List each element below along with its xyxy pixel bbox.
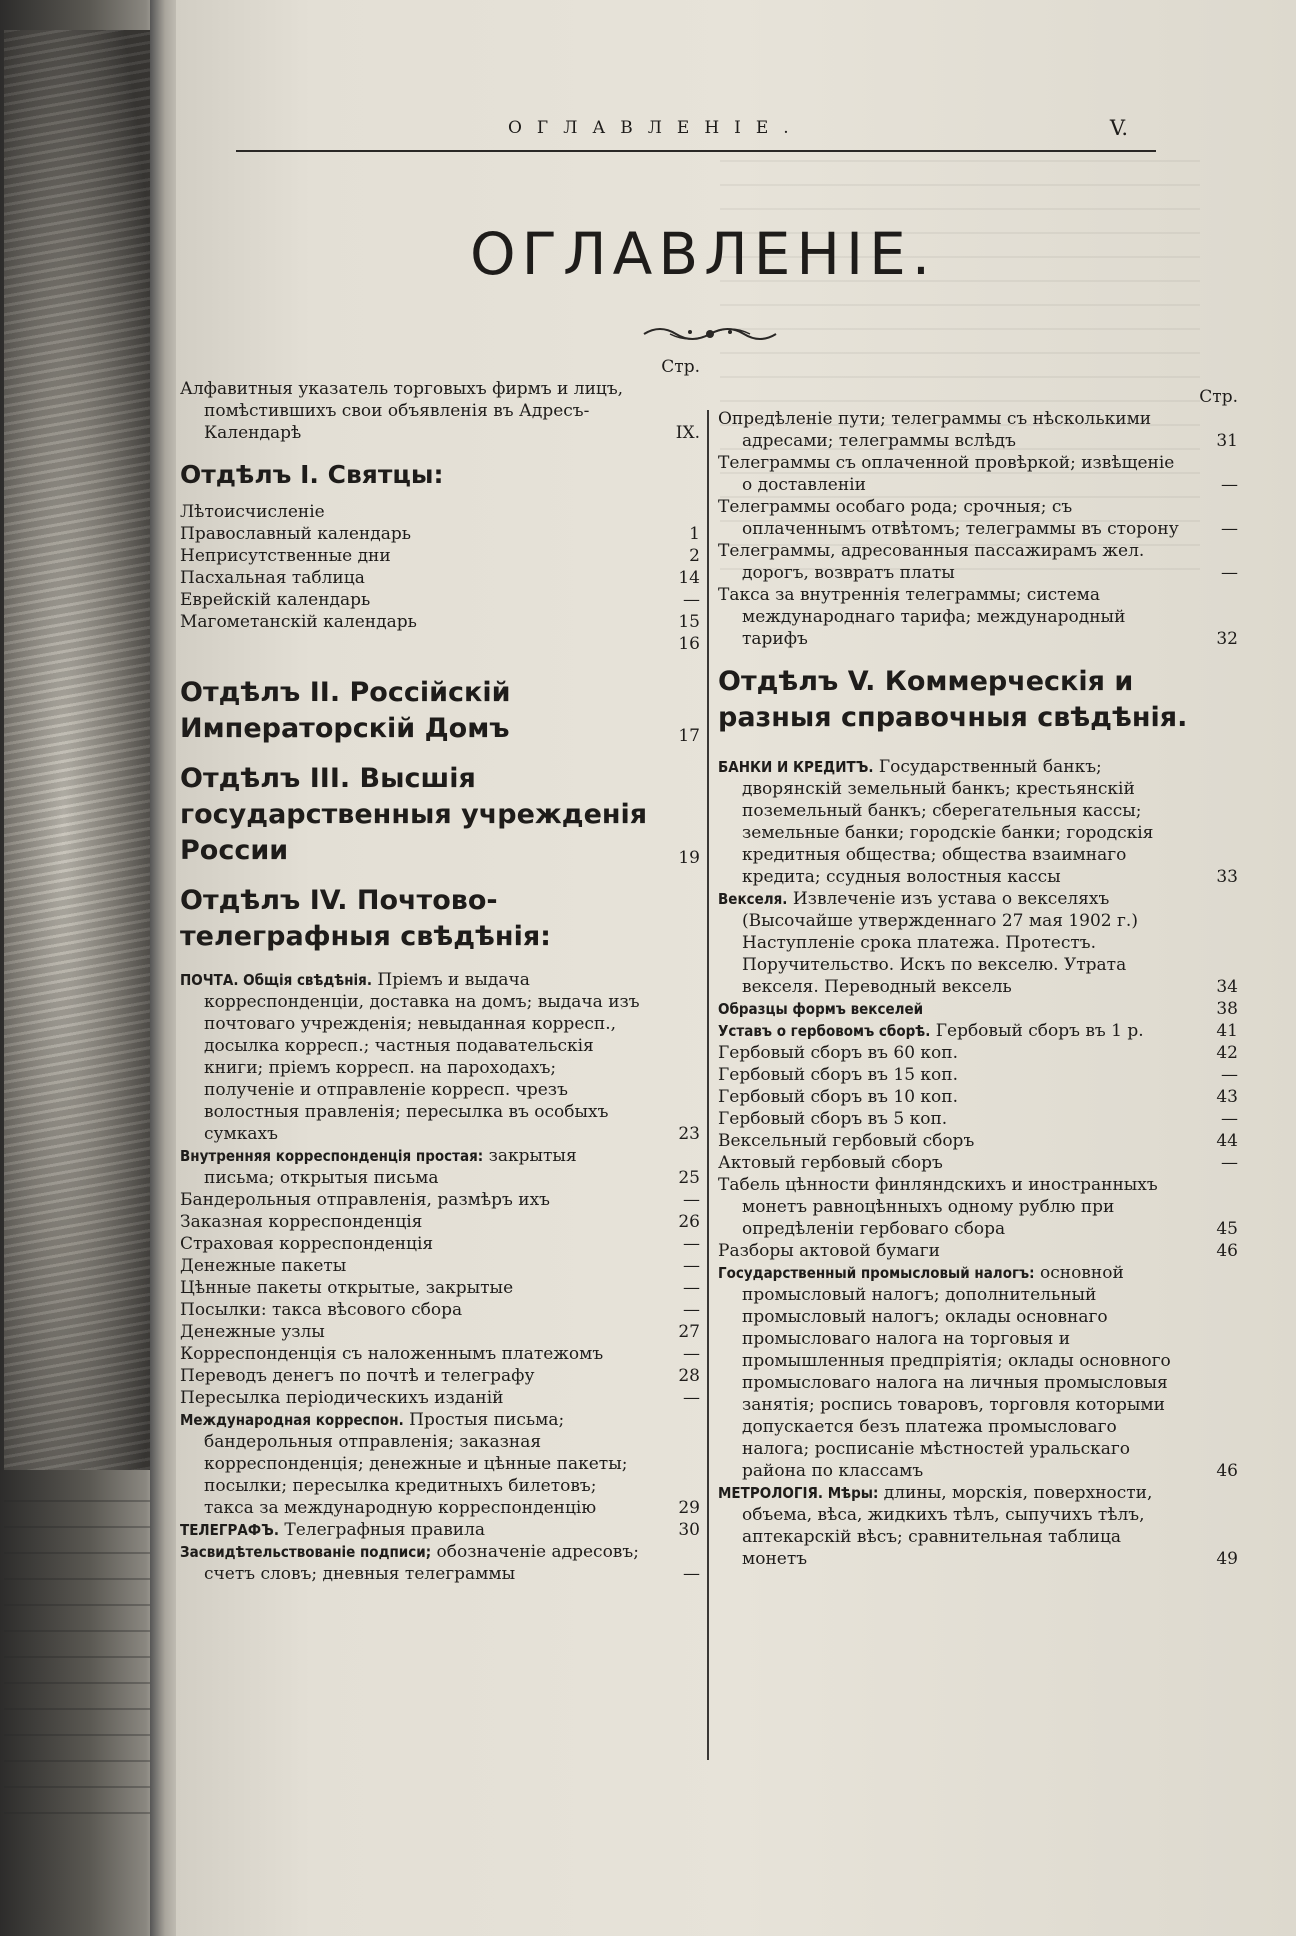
toc-entry [180,1211,700,1233]
toc-entry-page: 14 [678,568,700,588]
toc-entry-obraztsy [718,998,1238,1020]
toc-entry-intl [180,1409,700,1519]
toc-entry-page: 44 [1216,1131,1238,1151]
toc-entry [180,1387,700,1409]
toc-entry-vekselya [718,888,1238,998]
entry-text: длины, морскія, поверхности, объема, вѣса, жидкихъ тѣлъ, сыпучихъ тѣлъ, аптекарскій вѣсъ; сравнительная таблица монетъ [742,1483,1153,1569]
entry-text: Телеграфныя правила [284,1520,486,1540]
toc-entry-zasv [180,1541,700,1585]
toc-entry-page: 32 [1216,629,1238,649]
toc-entry-title: Неприсутственные дни [180,546,391,566]
entry-heading: Международная корреспон. [180,1411,404,1429]
toc-entry [180,501,700,523]
entry-text: Пріемъ и выдача корреспонденціи, доставка на домъ; выдача изъ почтоваго учрежденія; невыданная корресп., досылка корресп.; частныя подавательскія книги; пріемъ корресп. на пароходахъ; полученіе и отправленіе корресп. чрезъ волостныя правленія; пересылка въ особыхъ сумкахъ [204,970,640,1144]
entry-text: Гербовый сборъ въ 1 р. [935,1021,1144,1041]
toc-entry-title: Телеграммы особаго рода; срочныя; съ оплаченнымъ отвѣтомъ; телеграммы въ сторону [718,497,1179,539]
toc-entry-vnutr [180,1145,700,1189]
page-title: ОГЛАВЛЕНІЕ. [470,220,937,288]
toc-entry-metrologia [718,1482,1238,1570]
toc-entry-page: 15 [678,612,700,632]
toc-entry-title: Бандерольныя отправленія, размѣръ ихъ [180,1190,550,1210]
toc-entry-title: Алфавитныя указатель торговыхъ фирмъ и лицъ, помѣстившихъ свои объявленія въ Адресъ-Календарѣ [180,379,624,443]
toc-entry-page: — [1221,1109,1238,1129]
toc-entry-page: 28 [678,1366,700,1386]
toc-entry-banki [718,756,1238,888]
toc-entry-title: Телеграммы, адресованныя пассажирамъ жел. дорогъ, возвратъ платы [718,541,1145,583]
toc-entry-page: IX. [675,423,700,443]
section-title-2 [180,675,700,747]
toc-entry-page: 43 [1216,1087,1238,1107]
toc-entry-title: Корреспонденція съ наложеннымъ платежомъ [180,1344,604,1364]
entry-text: основной промысловый налогъ; дополнительный промысловый налогъ; оклады основнаго промысловаго налога на торговыя и промышленныя предпріятія; оклады основного промысловаго налога на личныя промысловыя занятія; роспись товаровъ, торговля которыми допускается безъ платежа промысловаго налога; росписаніе мѣстностей уральскаго района по классамъ [742,1263,1171,1481]
toc-entry [180,1233,700,1255]
toc-entry [180,523,700,545]
toc-entry-page: 38 [1216,999,1238,1019]
entry-heading: МЕТРОЛОГІЯ. Мѣры: [718,1484,879,1502]
right-column [718,386,1238,1570]
toc-entry [180,545,700,567]
toc-entry-page: 34 [1216,977,1238,997]
toc-entry-page: — [683,1388,700,1408]
toc-entry [718,452,1238,496]
left-page-text [4,1500,154,1820]
entry-heading: Засвидѣтельствованіе подписи; [180,1543,432,1561]
toc-entry-page: — [1221,1065,1238,1085]
section-title-text: Отдѣлъ II. Россійскій Императорскій Домъ [180,677,511,744]
toc-entry-page: 49 [1216,1549,1238,1569]
toc-entry-title: Магометанскій календарь [180,612,417,632]
toc-entry-page: — [683,1278,700,1298]
toc-entry-title: Гербовый сборъ въ 5 коп. [718,1109,948,1129]
toc-entry-page: — [683,1256,700,1276]
section-1-list [180,501,700,655]
section-title-3 [180,761,700,869]
page-col-label-left: Стр. [661,357,700,377]
toc-entry-title: Посылки: такса вѣсового сбора [180,1300,463,1320]
toc-entry [718,1240,1238,1262]
section-4-list [180,1189,700,1409]
toc-entry-title: Пасхальная таблица [180,568,365,588]
toc-entry-page: 46 [1216,1461,1238,1481]
section-title-4: Отдѣлъ IV. Почтово-телеграфныя свѣдѣнія: [180,885,551,952]
toc-entry-page: — [683,1344,700,1364]
toc-entry [180,1255,700,1277]
toc-entry [180,633,700,655]
toc-entry [718,1042,1238,1064]
ornament-icon [640,318,780,348]
toc-entry-title: Вексельный гербовый сборъ [718,1131,975,1151]
toc-entry-telegraf [180,1519,700,1541]
toc-entry-page: 27 [678,1322,700,1342]
toc-entry-page: — [683,1234,700,1254]
left-column [180,356,700,1585]
toc-entry [718,1152,1238,1174]
toc-entry [180,567,700,589]
running-head-page: V. [1109,116,1128,140]
toc-entry-title: Телеграммы съ оплаченной провѣркой; извѣщеніе о доставленіи [718,453,1175,495]
toc-entry [718,540,1238,584]
toc-entry [718,1130,1238,1152]
toc-entry-page: — [683,1564,700,1584]
toc-entry-page: 41 [1216,1021,1238,1041]
telegraph-list [718,408,1238,650]
toc-entry-page: — [1221,563,1238,583]
entry-heading: Внутренняя корреспонденція простая: [180,1147,484,1165]
toc-entry [718,408,1238,452]
toc-entry-page: 45 [1216,1219,1238,1239]
toc-entry-page: 25 [678,1168,700,1188]
toc-entry-ustav [718,1020,1238,1042]
toc-entry-page: 30 [678,1520,700,1540]
toc-entry-page: 1 [689,524,700,544]
toc-entry-title: Заказная корреспонденція [180,1212,423,1232]
toc-entry-title: Актовый гербовый сборъ [718,1153,943,1173]
toc-entry [718,1064,1238,1086]
entry-heading: Векселя. [718,890,788,908]
toc-entry-title: Разборы актовой бумаги [718,1241,940,1261]
toc-entry-title: Православный календарь [180,524,411,544]
toc-entry-page: — [683,1300,700,1320]
toc-entry-title: Такса за внутреннія телеграммы; система международнаго тарифа; международный тарифъ [718,585,1126,649]
toc-entry [180,1277,700,1299]
section-title-5: Отдѣлъ V. Коммерческія и разныя справочныя свѣдѣнія. [718,666,1188,733]
left-page [0,0,162,1936]
entry-text: Извлеченіе изъ устава о векселяхъ (Высочайше утвержденнаго 27 мая 1902 г.) Наступленіе срока платежа. Протестъ. Поручительство. Искъ по векселю. Утрата векселя. Переводный вексель [742,889,1138,997]
entry-text: Государственный банкъ; дворянскій земельный банкъ; крестьянскій поземельный банкъ; сберегательныя кассы; земельные банки; городскіе банки; городскія кредитныя общества; общества взаимнаго кредита; ссудныя волостныя кассы [742,757,1154,887]
toc-entry [718,1086,1238,1108]
engraving-illustration [4,30,157,1470]
toc-entry-page: — [1221,519,1238,539]
toc-entry-title: Табель цѣнности финляндскихъ и иностранныхъ монетъ равноцѣнныхъ одному рублю при опредѣленіи гербоваго сбора [718,1175,1158,1239]
toc-entry-title: Денежные узлы [180,1322,325,1342]
toc-entry-title: Опредѣленіе пути; телеграммы съ нѣсколькими адресами; телеграммы вслѣдъ [718,409,1152,451]
toc-entry-page: — [683,590,700,610]
entry-heading: Уставъ о гербовомъ сборѣ. [718,1022,931,1040]
toc-entry-page: — [1221,475,1238,495]
toc-entry [180,1365,700,1387]
toc-entry-title: Еврейскій календарь [180,590,371,610]
toc-entry-title: Денежные пакеты [180,1256,347,1276]
toc-entry-title: Цѣнные пакеты открытые, закрытые [180,1278,514,1298]
toc-entry-page: 33 [1216,867,1238,887]
toc-entry-page: 2 [689,546,700,566]
toc-entry [180,611,700,633]
entry-heading: ТЕЛЕГРАФЪ. [180,1521,279,1539]
toc-entry-page: 46 [1216,1241,1238,1261]
toc-entry-title: Переводъ денегъ по почтѣ и телеграфу [180,1366,535,1386]
toc-entry-title: Лѣтоисчисленіе [180,502,325,522]
toc-entry [180,1189,700,1211]
section-5-list [718,1042,1238,1262]
toc-entry-title: Гербовый сборъ въ 10 коп. [718,1087,959,1107]
toc-entry [718,584,1238,650]
toc-entry-title: Страховая корреспонденція [180,1234,434,1254]
toc-entry-page: 29 [678,1498,700,1518]
toc-entry-page: 26 [678,1212,700,1232]
toc-entry [180,1321,700,1343]
toc-entry [180,1343,700,1365]
running-head-title: ОГЛАВЛЕНІЕ. [508,118,804,138]
toc-entry [718,1108,1238,1130]
entry-heading: БАНКИ И КРЕДИТЪ. [718,758,874,776]
toc-entry-gos-nalog [718,1262,1238,1482]
column-divider [707,410,709,1760]
toc-entry [718,1174,1238,1240]
toc-entry-title: Гербовый сборъ въ 15 коп. [718,1065,959,1085]
toc-entry-page: — [1221,1153,1238,1173]
toc-entry-page: 17 [678,726,700,746]
toc-entry-page: 23 [678,1124,700,1144]
section-title-1: Отдѣлъ I. Святцы: [180,460,444,489]
entry-heading: Государственный промысловый налогъ: [718,1264,1035,1282]
entry-text: Простыя письма; бандерольныя отправленія; заказная корреспонденція; денежные и цѣнные пакеты; посылки; пересылка кредитныхъ билетовъ; такса за международную корреспонденцію [204,1410,628,1518]
toc-entry-page: 19 [678,848,700,868]
toc-entry-page: — [683,1190,700,1210]
entry-heading: Образцы формъ векселей [718,1000,924,1018]
toc-entry-pochta [180,969,700,1145]
toc-entry-page: 31 [1216,431,1238,451]
toc-entry-title: Пересылка періодическихъ изданій [180,1388,504,1408]
entry-heading: ПОЧТА. Общія свѣдѣнія. [180,971,372,989]
toc-entry [180,1299,700,1321]
page-col-label-right: Стр. [1199,387,1238,407]
toc-entry-page: 42 [1216,1043,1238,1063]
section-title-text: Отдѣлъ III. Высшія государственныя учрежденія России [180,763,648,866]
toc-entry [180,589,700,611]
entry-text: закрытыя письма; открытыя письма [204,1146,577,1188]
toc-entry-page: 16 [678,634,700,654]
toc-entry [718,496,1238,540]
running-head [236,110,1156,152]
entry-text: обозначеніе адресовъ; счетъ словъ; дневныя телеграммы [204,1542,639,1584]
toc-entry-index [180,378,700,444]
toc-entry-title: Гербовый сборъ въ 60 коп. [718,1043,959,1063]
